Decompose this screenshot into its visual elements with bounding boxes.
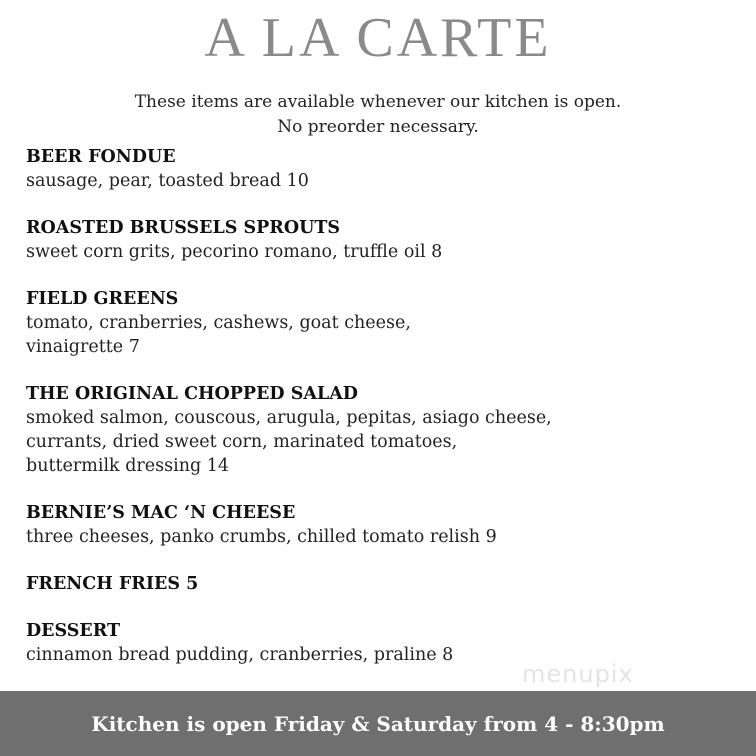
menu-item-description: tomato, cranberries, cashews, goat cheese, vinaigrette 7: [26, 313, 411, 357]
intro-line-1: These items are available whenever our kitchen is open.: [134, 92, 622, 112]
menu-item-description: smoked salmon, couscous, arugula, pepitas, asiago cheese, currants, dried sweet corn, marinated tomatoes, buttermilk dressing 14: [26, 408, 552, 476]
menu-item-name: ROASTED BRUSSELS SPROUTS: [26, 218, 341, 238]
menu-item-name: BERNIE’S MAC ‘N CHEESE: [26, 503, 296, 523]
menu-item-name: DESSERT: [26, 621, 121, 641]
intro-line-2: No preorder necessary.: [277, 117, 479, 137]
menu-item-description: three cheeses, panko crumbs, chilled tomato relish 9: [26, 527, 497, 547]
menu-item-name: FIELD GREENS: [26, 289, 179, 309]
watermark: menupix: [522, 660, 634, 688]
menu-item-bernies-mac-n-cheese: [26, 502, 726, 549]
menu-item-roasted-brussels-sprouts: [26, 217, 726, 264]
menu-item-name: THE ORIGINAL CHOPPED SALAD: [26, 384, 358, 404]
menu-item-description: sausage, pear, toasted bread 10: [26, 171, 309, 191]
menu-item-description: cinnamon bread pudding, cranberries, praline 8: [26, 645, 454, 665]
intro-text: [0, 90, 756, 140]
menu-item-beer-fondue: [26, 146, 726, 193]
menu-item-original-chopped-salad: [26, 383, 726, 478]
menu-item-name: FRENCH FRIES 5: [26, 574, 199, 594]
menu-list: [26, 146, 726, 691]
footer-banner: [0, 691, 756, 756]
menu-item-name: BEER FONDUE: [26, 147, 176, 167]
menu-item-french-fries: [26, 573, 726, 596]
kitchen-hours-text: Kitchen is open Friday & Saturday from 4 - 8:30pm: [91, 711, 665, 736]
menu-item-description: sweet corn grits, pecorino romano, truffle oil 8: [26, 242, 443, 262]
menu-item-field-greens: [26, 288, 726, 359]
page-title: A LA CARTE: [204, 7, 552, 69]
